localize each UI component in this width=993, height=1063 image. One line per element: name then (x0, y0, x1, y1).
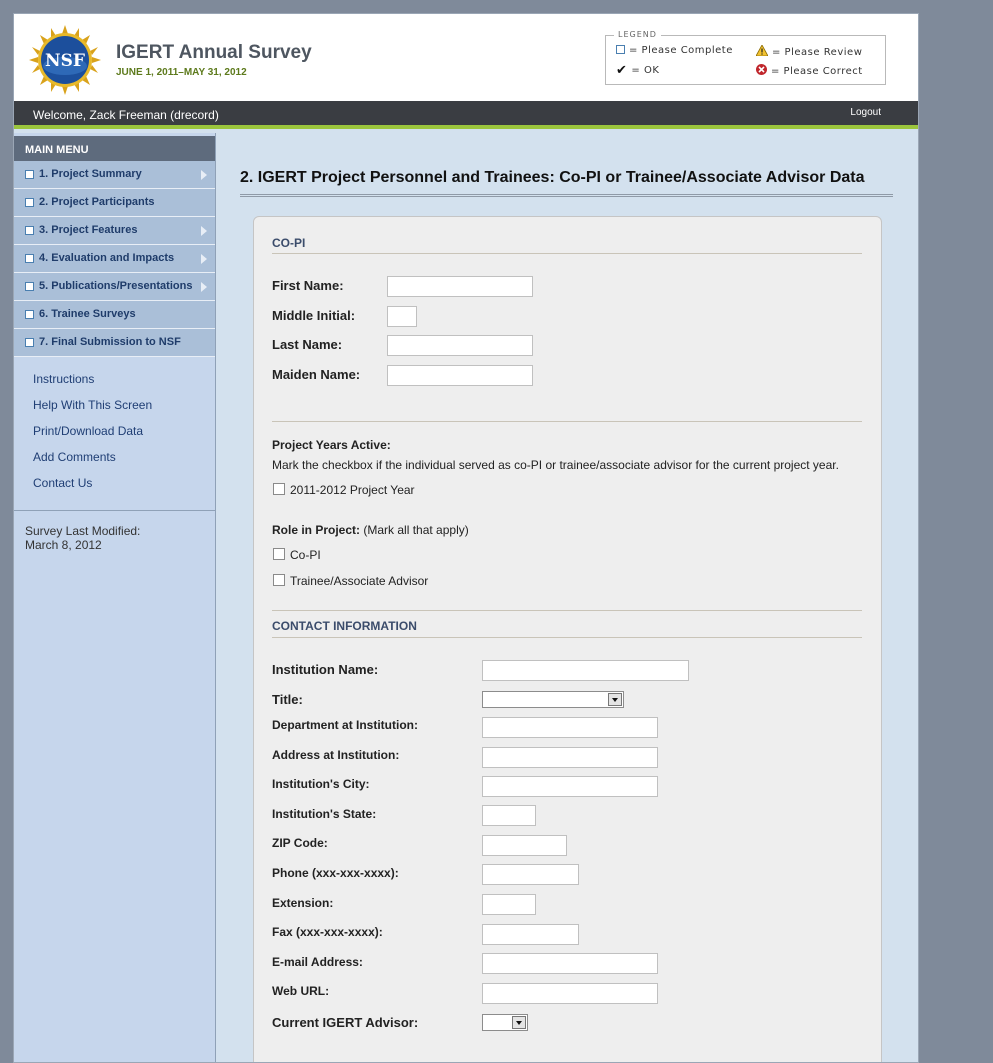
project-year-option-label: 2011-2012 Project Year (290, 483, 415, 497)
svg-text:NSF: NSF (45, 51, 85, 71)
sidebar-item-label: 5. Publications/Presentations (39, 280, 193, 292)
sidebar-item-3[interactable] (14, 217, 215, 245)
role-advisor-checkbox[interactable] (273, 574, 285, 586)
first-name-label: First Name: (272, 278, 344, 293)
middle-initial-label: Middle Initial: (272, 308, 356, 323)
copi-section-title: CO-PI (272, 236, 306, 250)
zip-label: ZIP Code: (272, 836, 328, 850)
sidebar-item-1[interactable] (14, 161, 215, 189)
sidebar-links (14, 357, 215, 502)
chevron-right-icon (201, 282, 207, 292)
extension-input[interactable] (482, 894, 536, 915)
section-divider (272, 637, 862, 638)
department-label: Department at Institution: (272, 718, 418, 732)
empty-box-icon (616, 45, 625, 54)
department-input[interactable] (482, 717, 658, 738)
legend-please-correct: = Please Correct (756, 64, 863, 77)
header (14, 14, 918, 101)
checkmark-icon: ✔ (616, 63, 628, 78)
project-year-checkbox[interactable] (273, 483, 285, 495)
section-divider (272, 610, 862, 611)
title-divider (240, 194, 893, 197)
legend-please-review: = Please Review (756, 45, 862, 58)
sidebar-item-4[interactable] (14, 245, 215, 273)
status-box-icon (25, 198, 34, 207)
fax-input[interactable] (482, 924, 579, 945)
web-url-input[interactable] (482, 983, 658, 1004)
section-divider (272, 253, 862, 254)
chevron-down-icon (512, 1016, 526, 1029)
sidebar-item-label: 4. Evaluation and Impacts (39, 252, 175, 264)
zip-input[interactable] (482, 835, 567, 856)
current-advisor-label: Current IGERT Advisor: (272, 1015, 419, 1030)
chevron-right-icon (201, 170, 207, 180)
main-menu-title: MAIN MENU (14, 133, 215, 161)
web-url-label: Web URL: (272, 984, 330, 998)
contact-section-title: CONTACT INFORMATION (272, 619, 417, 633)
sidebar-item-label: 1. Project Summary (39, 168, 142, 180)
sidebar-item-label: 6. Trainee Surveys (39, 308, 136, 320)
last-name-label: Last Name: (272, 337, 343, 352)
address-input[interactable] (482, 747, 658, 768)
status-box-icon (25, 310, 34, 319)
page-title: 2. IGERT Project Personnel and Trainees: Co-PI or Trainee/Associate Advisor Data (240, 169, 865, 186)
title-label: Title: (272, 692, 303, 707)
institution-name-input[interactable] (482, 660, 689, 681)
modified-date: March 8, 2012 (25, 538, 102, 552)
status-box-icon (25, 254, 34, 263)
sidebar-item-7[interactable] (14, 329, 215, 357)
maiden-name-input[interactable] (387, 365, 533, 386)
sidebar-item-label: 7. Final Submission to NSF (39, 336, 181, 348)
sidebar-link-2[interactable]: Help With This Screen (33, 398, 153, 412)
sidebar-link-4[interactable]: Add Comments (33, 450, 116, 464)
role-copi-checkbox[interactable] (273, 548, 285, 560)
extension-label: Extension: (272, 896, 334, 910)
survey-last-modified (14, 511, 215, 552)
sidebar-item-label: 3. Project Features (39, 224, 138, 236)
form-panel (253, 216, 882, 1063)
sidebar-item-label: 2. Project Participants (39, 196, 155, 208)
chevron-down-icon (608, 693, 622, 706)
role-copi-label: Co-PI (290, 548, 321, 562)
sidebar-item-6[interactable] (14, 301, 215, 329)
sidebar-item-2[interactable] (14, 189, 215, 217)
current-advisor-select[interactable] (482, 1014, 528, 1031)
status-box-icon (25, 338, 34, 347)
modified-label: Survey Last Modified: (25, 524, 141, 538)
warning-icon (756, 45, 768, 55)
sidebar-link-5[interactable]: Contact Us (33, 476, 93, 490)
middle-initial-input[interactable] (387, 306, 417, 327)
welcome-bar (14, 101, 918, 129)
city-input[interactable] (482, 776, 658, 797)
app-frame (13, 13, 919, 1063)
institution-name-label: Institution Name: (272, 662, 379, 677)
survey-dates: JUNE 1, 2011–MAY 31, 2012 (116, 67, 247, 78)
status-box-icon (25, 170, 34, 179)
address-label: Address at Institution: (272, 748, 400, 762)
nsf-logo (29, 25, 101, 95)
app-title: IGERT Annual Survey (116, 42, 312, 63)
project-years-help: Mark the checkbox if the individual served as co-PI or trainee/associate advisor for the current project year. (272, 458, 839, 472)
email-label: E-mail Address: (272, 955, 363, 969)
chevron-right-icon (201, 226, 207, 236)
project-years-label: Project Years Active: (272, 438, 391, 452)
phone-input[interactable] (482, 864, 579, 885)
last-name-input[interactable] (387, 335, 533, 356)
logout-link[interactable]: Logout (850, 107, 881, 118)
sidebar (14, 133, 216, 1063)
sidebar-link-1[interactable]: Instructions (33, 372, 95, 386)
legend-ok: ✔ = OK (616, 63, 660, 78)
status-box-icon (25, 282, 34, 291)
role-advisor-label: Trainee/Associate Advisor (290, 574, 429, 588)
title-select[interactable] (482, 691, 624, 708)
first-name-input[interactable] (387, 276, 533, 297)
legend-please-complete: = Please Complete (616, 45, 733, 56)
sidebar-link-3[interactable]: Print/Download Data (33, 424, 144, 438)
status-box-icon (25, 226, 34, 235)
state-label: Institution's State: (272, 807, 377, 821)
chevron-right-icon (201, 254, 207, 264)
legend-title: LEGEND (614, 30, 661, 39)
welcome-text: Welcome, Zack Freeman (drecord) (33, 108, 219, 122)
error-icon (756, 64, 767, 75)
role-hint: (Mark all that apply) (363, 523, 469, 537)
state-input[interactable] (482, 805, 536, 826)
role-label: Role in Project: (Mark all that apply) (272, 523, 469, 537)
legend (605, 30, 886, 85)
phone-label: Phone (xxx-xxx-xxxx): (272, 866, 399, 880)
section-divider (272, 421, 862, 422)
email-input[interactable] (482, 953, 658, 974)
sidebar-item-5[interactable] (14, 273, 215, 301)
maiden-name-label: Maiden Name: (272, 367, 361, 382)
main-menu (14, 161, 215, 357)
city-label: Institution's City: (272, 777, 370, 791)
fax-label: Fax (xxx-xxx-xxxx): (272, 925, 383, 939)
